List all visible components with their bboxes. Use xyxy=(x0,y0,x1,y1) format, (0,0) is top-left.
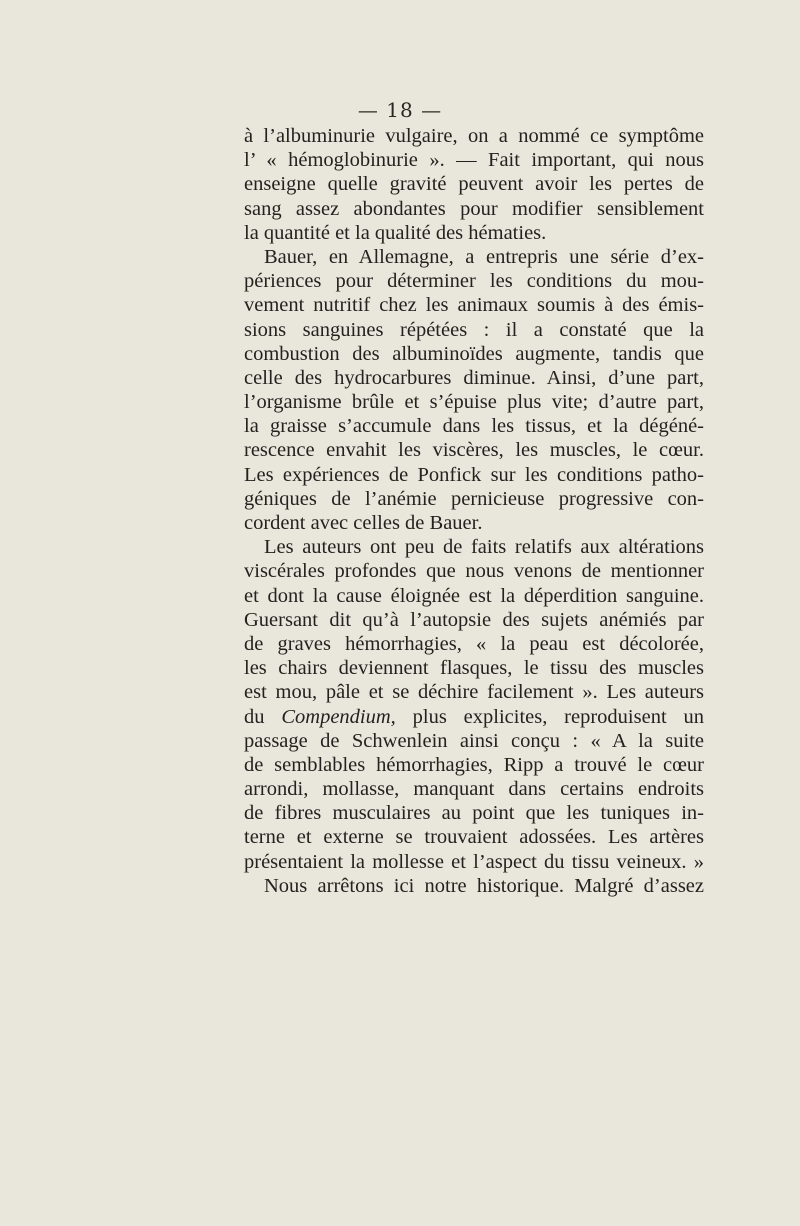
text-line: sions sanguines répétées : il a constaté que la xyxy=(244,318,704,341)
text-line: Les auteurs ont peu de faits relatifs aux altérations xyxy=(264,536,704,559)
text-line: arrondi, mollasse, manquant dans certains endroits xyxy=(244,778,704,801)
text-line: celle des hydrocarbures diminue. Ainsi, d’une part, xyxy=(244,366,704,389)
text-line: l’ « hémoglobinurie ». — Fait important, qui nous xyxy=(244,149,704,172)
text-line: viscérales profondes que nous venons de mentionner xyxy=(244,560,704,583)
text-line: et dont la cause éloignée est la déperdition sanguine. xyxy=(244,584,704,607)
text-line: géniques de l’anémie pernicieuse progressive con- xyxy=(244,487,704,510)
text-line: passage de Schwenlein ainsi conçu : « A la suite xyxy=(244,729,704,752)
text-line: présentaient la mollesse et l’aspect du tissu veineux. » xyxy=(244,850,704,873)
text-line: Bauer, en Allemagne, a entrepris une série d’ex- xyxy=(264,245,704,268)
text-line: les chairs deviennent flasques, le tissu des muscles xyxy=(244,657,704,680)
text-line: est mou, pâle et se déchire facilement ». Les auteurs xyxy=(244,681,704,704)
text-line: combustion des albuminoïdes augmente, tandis que xyxy=(244,342,704,365)
text-line-compendium xyxy=(244,705,704,729)
text-line: la graisse s’accumule dans les tissus, et la dégéné- xyxy=(244,415,704,438)
text-line: de semblables hémorrhagies, Ripp a trouvé le cœur xyxy=(244,753,704,776)
text-line: l’organisme brûle et s’épuise plus vite; d’autre part, xyxy=(244,391,704,414)
text-line: vement nutritif chez les animaux soumis à des émis- xyxy=(244,294,704,317)
body-text xyxy=(244,124,704,898)
text-line: de fibres musculaires au point que les tuniques in- xyxy=(244,802,704,825)
text-fragment: plus explicites, reproduisent un xyxy=(395,705,704,728)
page-number: — 18 — xyxy=(357,98,443,122)
text-line: Les expériences de Ponfick sur les conditions patho- xyxy=(244,463,704,486)
text-line: Guersant dit qu’à l’autopsie des sujets anémiés par xyxy=(244,608,704,631)
text-line: terne et externe se trouvaient adossées. Les artères xyxy=(244,826,704,849)
text-line: enseigne quelle gravité peuvent avoir les pertes de xyxy=(244,173,704,196)
text-line: la quantité et la qualité des hématies. xyxy=(244,221,547,244)
italic-title: Compendium, xyxy=(281,705,396,728)
text-line: sang assez abondantes pour modifier sensiblement xyxy=(244,197,704,220)
text-line: à l’albuminurie vulgaire, on a nommé ce symptôme xyxy=(244,125,704,147)
text-line: de graves hémorrhagies, « la peau est décolorée, xyxy=(244,632,704,655)
text-line: Nous arrêtons ici notre historique. Malgré d’assez xyxy=(264,874,704,897)
text-line: périences pour déterminer les conditions du mou- xyxy=(244,270,704,293)
text-line: cordent avec celles de Bauer. xyxy=(244,512,483,534)
text-fragment: du xyxy=(244,705,282,728)
text-line: rescence envahit les viscères, les muscles, le cœur. xyxy=(244,439,704,462)
